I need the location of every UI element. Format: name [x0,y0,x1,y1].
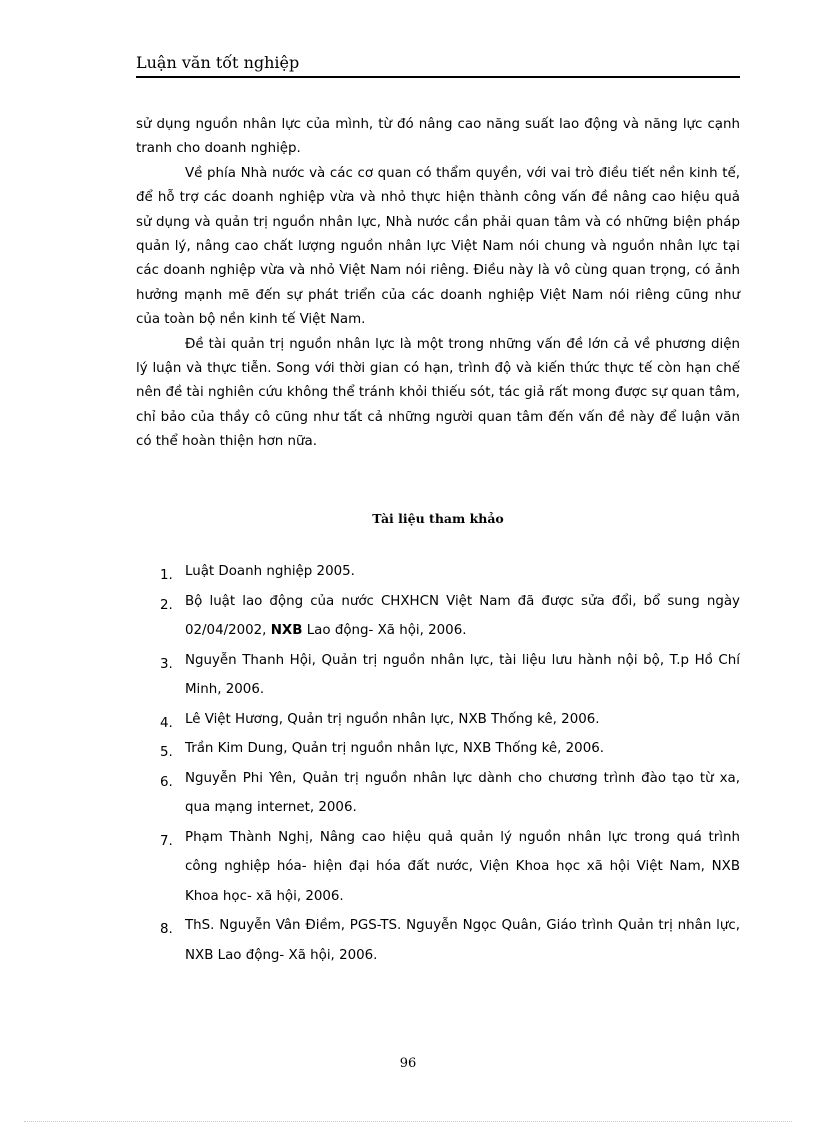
reference-item [160,734,740,764]
reference-text-tail: Lao động- Xã hội, 2006. [302,623,467,638]
reference-item [160,823,740,912]
page-bottom-divider [24,1121,792,1122]
references-heading: Tài liệu tham khảo [372,511,504,526]
paragraph-continuation: sử dụng nguồn nhân lực của mình, từ đó nâng cao năng suất lao động và năng lực cạnh tranh cho doanh nghiệp. [136,117,740,157]
reference-number: 3. [160,656,173,672]
reference-number: 2. [160,597,173,613]
reference-item [160,557,740,587]
reference-text: Nguyễn Thanh Hội, Quản trị nguồn nhân lực, tài liệu lưu hành nội bộ, T.p Hồ Chí Minh, 2006. [185,652,740,697]
page-number: 96 [399,1056,417,1071]
reference-item [160,587,740,646]
reference-number: 7. [160,833,173,849]
reference-text: Luật Doanh nghiệp 2005. [185,564,355,579]
reference-number: 1. [160,568,173,583]
reference-text: Bộ luật lao động của nước CHXHCN Việt Nam đã được sửa đổi, bổ sung ngày 02/04/2002, [185,593,740,638]
reference-text: ThS. Nguyễn Vân Điềm, PGS-TS. Nguyễn Ngọc Quân, Giáo trình Quản trị nhân lực, NXB Lao động- Xã hội, 2006. [185,918,740,963]
reference-text: Phạm Thành Nghị, Nâng cao hiệu quả quản lý nguồn nhân lực trong quá trình công nghiệp hóa- hiện đại hóa đất nước, Viện Khoa học xã hội Việt Nam, NXB Khoa học- xã hội, 2006. [185,829,740,904]
reference-number: 5. [160,745,173,760]
references-list [160,557,740,970]
reference-number: 4. [160,715,173,731]
page-header [136,50,740,78]
reference-text: Trần Kim Dung, Quản trị nguồn nhân lực, NXB Thống kê, 2006. [185,741,604,756]
body-text [136,113,740,455]
paragraph-state-role: Về phía Nhà nước và các cơ quan có thẩm quyền, với vai trò điều tiết nền kinh tế, để hỗ trợ các doanh nghiệp vừa và nhỏ thực hiện thành công vấn đề nâng cao hiệu quả sử dụng và quản trị nguồn nhân lực, Nhà nước cần phải quan tâm và có những biện pháp quản lý, nâng cao chất lượng nguồn nhân lực Việt Nam nói chung và nguồn nhân lực tại các doanh nghiệp vừa và nhỏ Việt Nam nói riêng. Điều này là vô cùng quan trọng, có ảnh hưởng mạnh mẽ đến sự phát triển của các doanh nghiệp Việt Nam nói riêng cũng như của toàn bộ nền kinh tế Việt Nam. [136,165,740,328]
reference-publisher-bold: NXB [270,623,303,638]
reference-text: Nguyễn Phi Yên, Quản trị nguồn nhân lực dành cho chương trình đào tạo từ xa, qua mạng internet, 2006. [185,770,740,815]
reference-item [160,911,740,970]
reference-item [160,705,740,735]
reference-item [160,646,740,705]
header-title: Luận văn tốt nghiệp [136,53,300,72]
reference-number: 8. [160,922,173,937]
reference-number: 6. [160,774,173,790]
reference-text: Lê Việt Hương, Quản trị nguồn nhân lực, NXB Thống kê, 2006. [185,711,600,727]
paragraph-conclusion: Đề tài quản trị nguồn nhân lực là một trong những vấn đề lớn cả về phương diện lý luận và thực tiễn. Song với thời gian có hạn, trình độ và kiến thức thực tế còn hạn chế nên đề tài nghiên cứu không thể tránh khỏi thiếu sót, tác giả rất mong được sự quan tâm, chỉ bảo của thầy cô cũng như tất cả những người quan tâm đến vấn đề này để luận văn có thể hoàn thiện hơn nữa. [136,336,740,450]
reference-item [160,764,740,823]
